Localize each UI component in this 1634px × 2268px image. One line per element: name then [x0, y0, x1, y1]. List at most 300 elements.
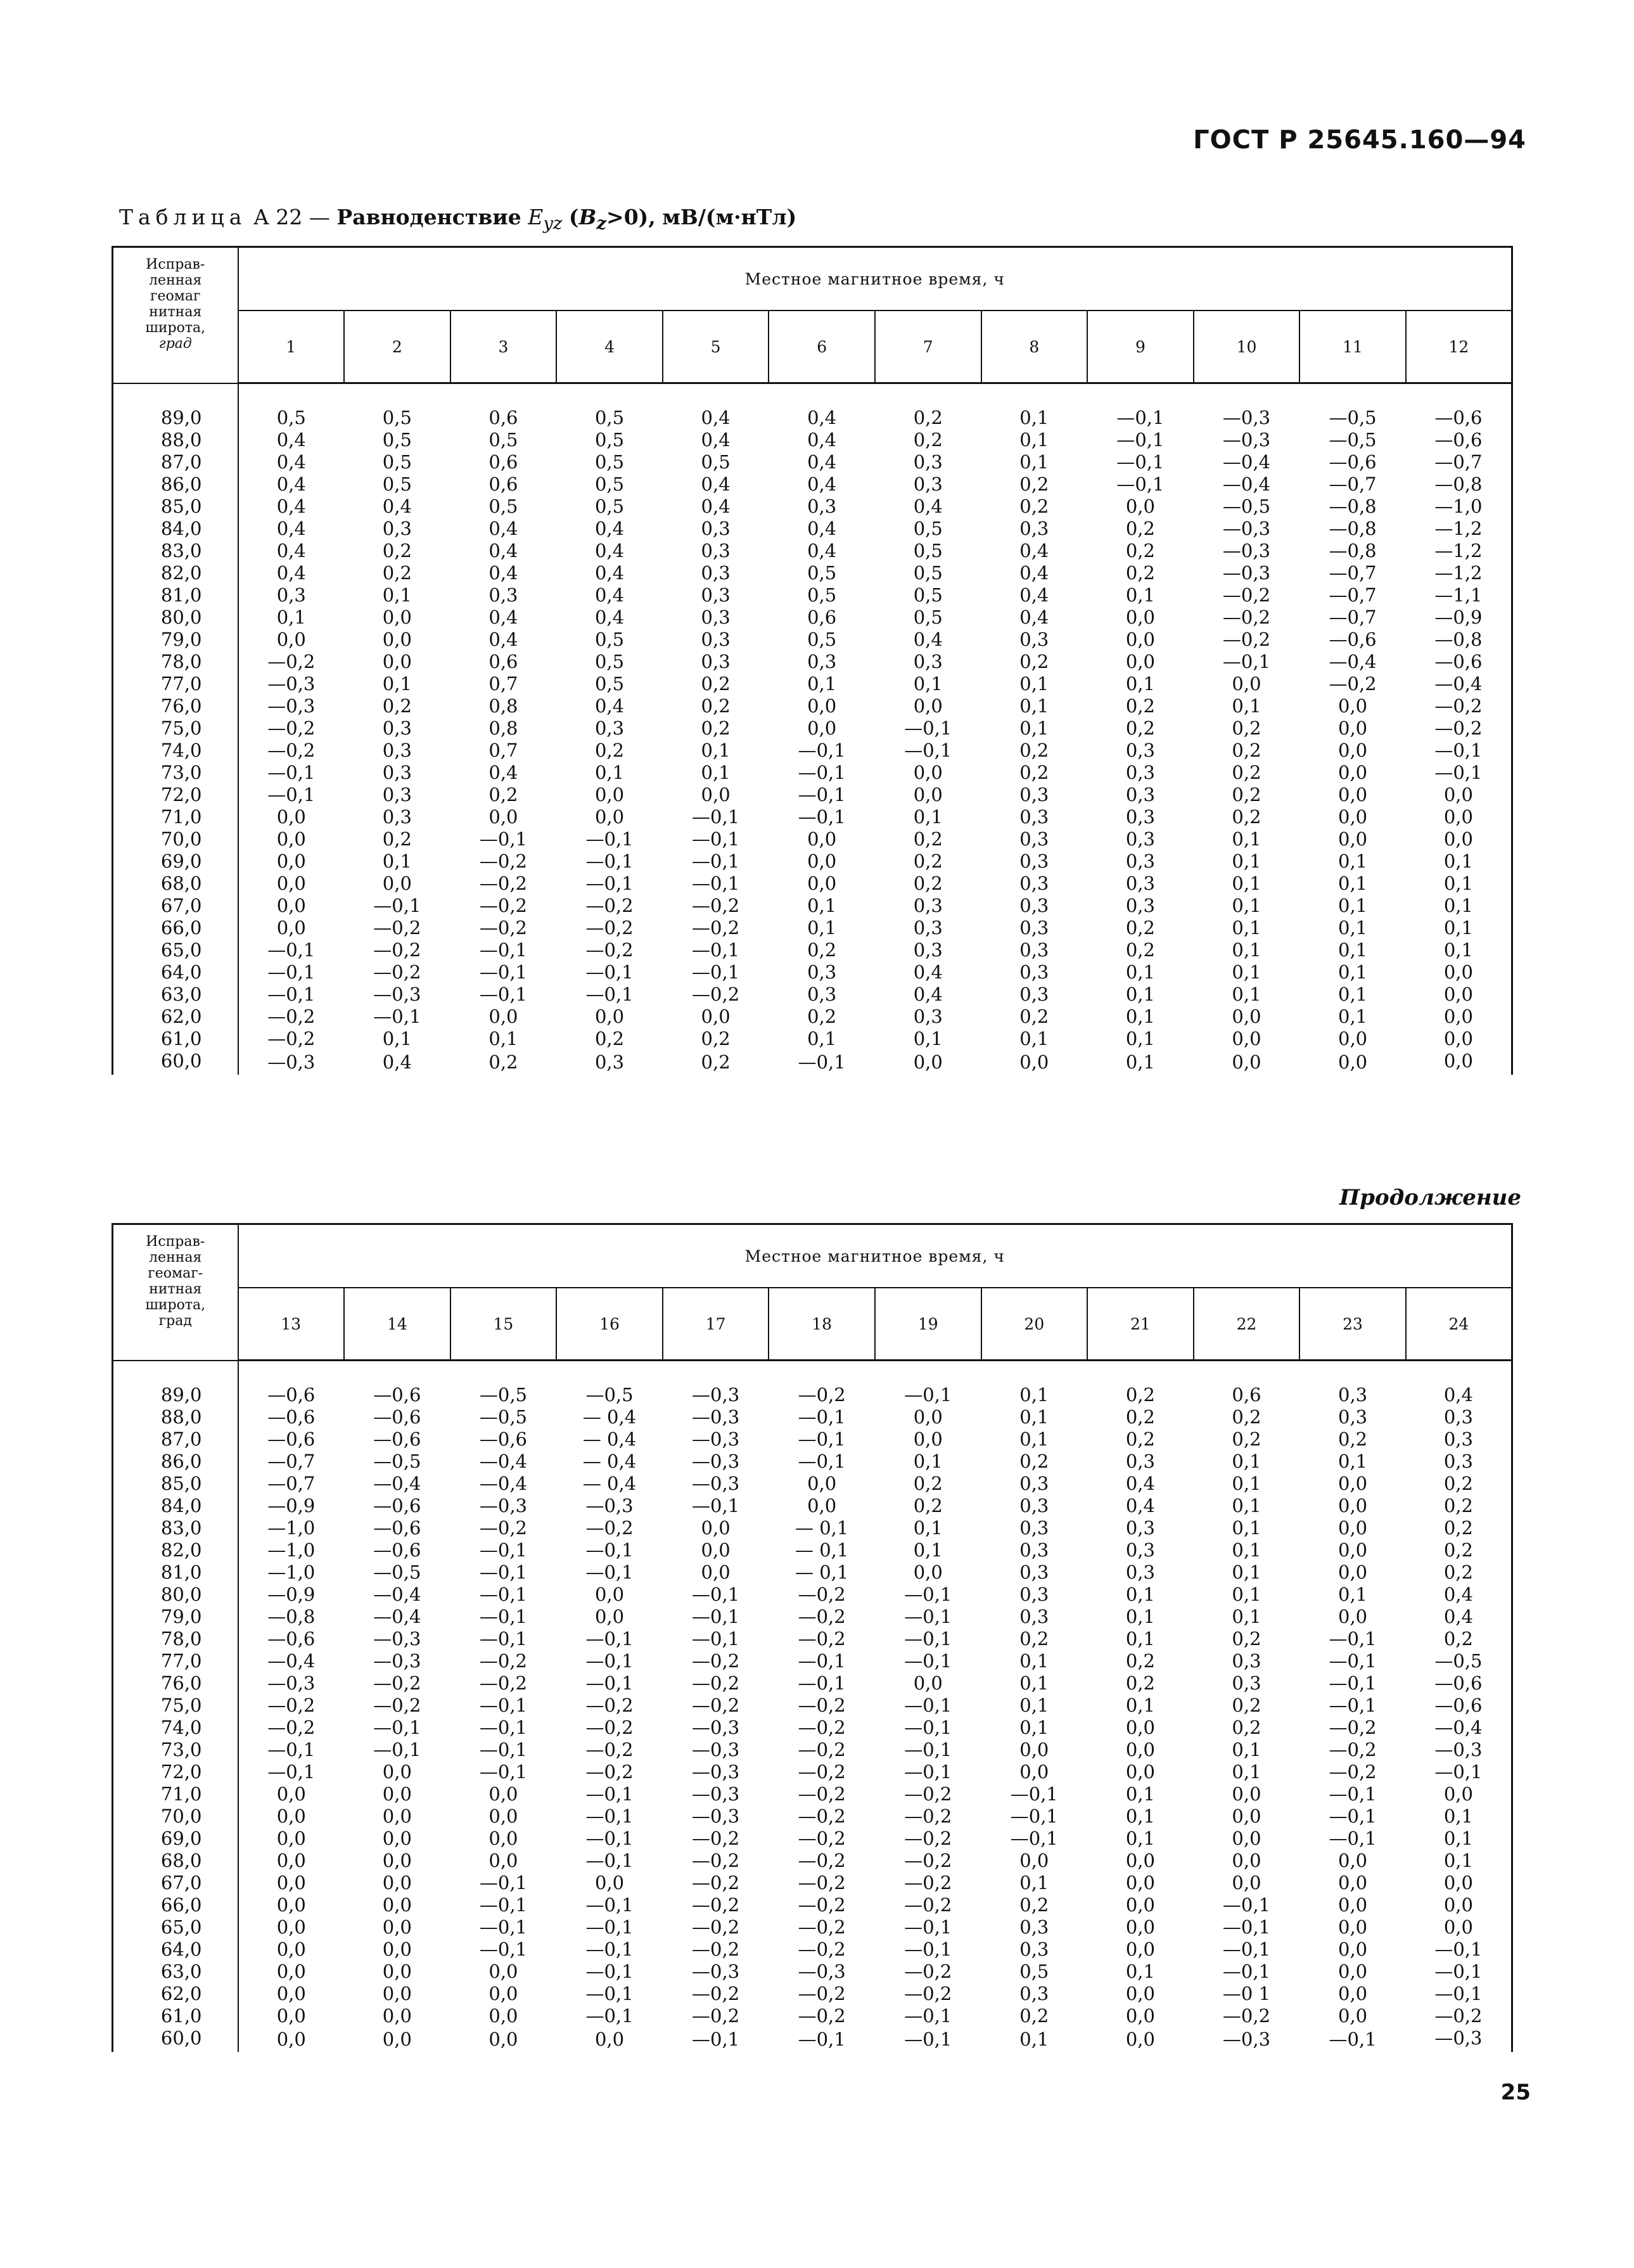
- value-cell: —0,4: [1222, 451, 1271, 473]
- value-cell: —0,2: [1329, 673, 1377, 695]
- value-cell: —0,8: [1406, 629, 1512, 651]
- value-cell: 0,0: [382, 1828, 412, 1849]
- value-cell: —0,1: [904, 1628, 952, 1650]
- value-cell: 0,2: [701, 695, 731, 717]
- value-cell: 0,1: [1232, 1539, 1261, 1561]
- value-cell: 0,2: [594, 1028, 625, 1049]
- value-cell: 0,2: [1019, 740, 1049, 761]
- value-cell: 0,1: [1125, 1783, 1155, 1805]
- value-cell: —0,1: [904, 1695, 952, 1716]
- value-cell: 0,1: [701, 740, 731, 761]
- hour-header-7: 7: [875, 311, 981, 383]
- latitude-cell: 68,0: [113, 1850, 238, 1872]
- value-cell: 0,3: [1125, 784, 1155, 805]
- table-row: [113, 1539, 1512, 1561]
- value-cell: 0,1: [1125, 1695, 1155, 1716]
- value-cell: —0,1: [692, 939, 740, 961]
- value-cell: 0,0: [913, 762, 943, 783]
- value-cell: —0,3: [267, 673, 316, 695]
- value-cell: —0,2: [1222, 606, 1271, 628]
- value-cell: 0,3: [382, 806, 412, 828]
- stub-line: Исправ-: [146, 257, 205, 272]
- stub-line: широта,: [145, 1297, 206, 1313]
- value-cell: —1,0: [267, 1561, 316, 1583]
- value-cell: 0,5: [488, 429, 518, 451]
- table-body: [113, 1361, 1512, 2053]
- value-cell: 0,3: [1019, 917, 1049, 939]
- value-cell: 0,3: [1125, 1451, 1155, 1472]
- value-cell: —0,2: [692, 1650, 740, 1672]
- value-cell: 0,0: [382, 1938, 412, 1960]
- value-cell: —0,6: [1329, 451, 1377, 473]
- table-row: [113, 1650, 1512, 1672]
- value-cell: —0,4: [373, 1473, 421, 1494]
- value-cell: —0,6: [373, 1428, 421, 1450]
- value-cell: 0,0: [1125, 1872, 1155, 1893]
- value-cell: 0,0: [1338, 740, 1368, 761]
- value-cell: —0,2: [479, 1517, 527, 1539]
- value-cell: 0,0: [913, 1672, 943, 1694]
- value-cell: 0,0: [701, 1539, 731, 1561]
- value-cell: 0,2: [913, 1473, 943, 1494]
- value-cell: 0,3: [1125, 762, 1155, 783]
- value-cell: 0,0: [1406, 1872, 1512, 1894]
- value-cell: 0,8: [488, 695, 518, 717]
- value-cell: 0,0: [807, 850, 837, 872]
- value-cell: 0,0: [594, 784, 625, 805]
- value-cell: 0,0: [1338, 717, 1368, 739]
- value-cell: 0,0: [382, 1850, 412, 1871]
- value-cell: —0,2: [1329, 1761, 1377, 1783]
- value-cell: 0,1: [1232, 939, 1261, 961]
- value-cell: —0,2: [373, 939, 421, 961]
- table-caption: [119, 205, 796, 234]
- value-cell: 0,2: [1019, 2005, 1049, 2027]
- value-cell: 0,2: [1125, 1650, 1155, 1672]
- value-cell: —0,2: [798, 1695, 846, 1716]
- value-cell: 0,0: [276, 1850, 306, 1871]
- value-cell: 0,0: [276, 1872, 306, 1893]
- value-cell: 0,0: [1232, 1828, 1261, 1849]
- value-cell: 0,1: [1338, 961, 1368, 983]
- value-cell: —0,2: [1406, 717, 1512, 740]
- value-cell: 0,6: [1232, 1384, 1261, 1406]
- value-cell: 0,2: [1406, 1517, 1512, 1539]
- value-cell: 0,3: [1125, 895, 1155, 916]
- value-cell: 0,0: [913, 1406, 943, 1428]
- value-cell: 0,0: [1232, 673, 1261, 695]
- value-cell: —0,1: [692, 806, 740, 828]
- value-cell: 0,4: [701, 407, 731, 428]
- value-cell: —0,3: [1222, 2028, 1271, 2050]
- stub-line: нитная: [149, 1281, 202, 1297]
- value-cell: —0,1: [1010, 1828, 1058, 1849]
- value-cell: —0,3: [1222, 518, 1271, 539]
- value-cell: 0,5: [594, 429, 625, 451]
- table-row: [113, 1938, 1512, 1961]
- continuation-label: Продолжение: [1339, 1185, 1521, 1210]
- value-cell: 0,2: [1125, 1406, 1155, 1428]
- value-cell: 0,3: [807, 651, 837, 672]
- value-cell: —0,6: [267, 1628, 316, 1650]
- hour-header-20: 20: [981, 1288, 1088, 1361]
- latitude-cell: 63,0: [113, 1961, 238, 1983]
- value-cell: —0,3: [1222, 540, 1271, 561]
- value-cell: —0,8: [1329, 540, 1377, 561]
- value-cell: 0,5: [807, 562, 837, 584]
- value-cell: 0,0: [1125, 1916, 1155, 1938]
- hour-header-row: [113, 1288, 1512, 1361]
- value-cell: —0,8: [267, 1606, 316, 1627]
- value-cell: —0,1: [904, 1606, 952, 1627]
- value-cell: 0,0: [1338, 2005, 1368, 2027]
- table-row: [113, 1961, 1512, 1983]
- value-cell: 0,5: [382, 473, 412, 495]
- value-cell: —0,3: [373, 1628, 421, 1650]
- value-cell: 0,2: [1019, 1451, 1049, 1472]
- value-cell: 0,2: [701, 1051, 731, 1073]
- value-cell: —0,6: [373, 1539, 421, 1561]
- value-cell: —0,1: [1329, 1628, 1377, 1650]
- latitude-cell: 67,0: [113, 895, 238, 917]
- value-cell: —0,8: [1406, 473, 1512, 496]
- value-cell: —0,6: [1406, 429, 1512, 451]
- value-cell: —0,1: [585, 850, 634, 872]
- value-cell: 0,4: [807, 473, 837, 495]
- value-cell: 0,0: [488, 1850, 518, 1871]
- value-cell: — 0,4: [582, 1473, 637, 1494]
- value-cell: 0,5: [594, 473, 625, 495]
- value-cell: 0,0: [1338, 806, 1368, 828]
- value-cell: 0,1: [1019, 1428, 1049, 1450]
- value-cell: 0,1: [807, 1028, 837, 1049]
- value-cell: —0,1: [904, 2005, 952, 2027]
- value-cell: 0,2: [1232, 1406, 1261, 1428]
- value-cell: 0,1: [488, 1028, 518, 1049]
- value-cell: 0,1: [1338, 873, 1368, 894]
- value-cell: 0,4: [276, 429, 306, 451]
- value-cell: —0,1: [267, 762, 316, 783]
- value-cell: —0,1: [1222, 1894, 1271, 1916]
- value-cell: —0,7: [267, 1473, 316, 1494]
- local-time-group-header: Местное магнитное время, ч: [238, 1224, 1512, 1288]
- latitude-cell: 69,0: [113, 850, 238, 873]
- latitude-cell: 64,0: [113, 1938, 238, 1961]
- table-row: [113, 983, 1512, 1006]
- latitude-cell: 73,0: [113, 762, 238, 784]
- value-cell: —0,2: [267, 651, 316, 672]
- value-cell: —0,1: [585, 1805, 634, 1827]
- value-cell: —0,3: [479, 1495, 527, 1516]
- value-cell: —0,3: [692, 1384, 740, 1406]
- value-cell: —1,2: [1406, 562, 1512, 584]
- value-cell: 0,3: [382, 717, 412, 739]
- latitude-cell: 89,0: [113, 1361, 238, 1407]
- value-cell: —1,2: [1406, 540, 1512, 562]
- latitude-cell: 65,0: [113, 939, 238, 961]
- value-cell: 0,3: [1406, 1428, 1512, 1451]
- value-cell: —0,1: [585, 1983, 634, 2004]
- value-cell: 0,0: [1338, 762, 1368, 783]
- value-cell: 0,1: [913, 1517, 943, 1539]
- latitude-cell: 63,0: [113, 983, 238, 1006]
- value-cell: 0,1: [1232, 1606, 1261, 1627]
- value-cell: —0,2: [1222, 629, 1271, 650]
- value-cell: 0,4: [382, 1051, 412, 1073]
- value-cell: 0,4: [488, 629, 518, 650]
- hour-header-17: 17: [663, 1288, 769, 1361]
- value-cell: 0,1: [1125, 1805, 1155, 1827]
- value-cell: 0,2: [701, 717, 731, 739]
- latitude-cell: 62,0: [113, 1983, 238, 2005]
- value-cell: —0,1: [692, 873, 740, 894]
- value-cell: 0,1: [1232, 1495, 1261, 1516]
- value-cell: —0,1: [585, 1628, 634, 1650]
- value-cell: —0,3: [1222, 562, 1271, 584]
- hour-header-8: 8: [981, 311, 1088, 383]
- value-cell: —0,2: [479, 917, 527, 939]
- value-cell: 0,5: [913, 584, 943, 606]
- value-cell: 0,1: [913, 673, 943, 695]
- value-cell: 0,4: [488, 540, 518, 561]
- value-cell: 0,2: [1125, 518, 1155, 539]
- value-cell: 0,0: [1125, 629, 1155, 650]
- value-cell: 0,1: [1406, 1850, 1512, 1872]
- value-cell: 0,2: [1019, 496, 1049, 517]
- value-cell: 0,0: [594, 806, 625, 828]
- value-cell: —0,3: [1406, 2027, 1512, 2052]
- value-cell: —0,4: [1329, 651, 1377, 672]
- value-cell: 0,5: [488, 496, 518, 517]
- value-cell: 0,1: [1019, 1406, 1049, 1428]
- value-cell: 0,2: [1019, 473, 1049, 495]
- value-cell: 0,0: [1125, 1717, 1155, 1738]
- value-cell: —0,1: [1010, 1783, 1058, 1805]
- value-cell: 0,0: [1232, 1028, 1261, 1049]
- value-cell: 0,0: [1338, 1517, 1368, 1539]
- value-cell: —0,2: [904, 1894, 952, 1916]
- value-cell: 0,2: [1406, 1495, 1512, 1517]
- value-cell: 0,2: [807, 939, 837, 961]
- value-cell: 0,0: [382, 1961, 412, 1982]
- value-cell: 0,1: [1019, 407, 1049, 428]
- value-cell: 0,3: [913, 895, 943, 916]
- value-cell: 0,3: [1125, 740, 1155, 761]
- table-row: [113, 961, 1512, 983]
- value-cell: —0,1: [479, 1584, 527, 1605]
- value-cell: —0,1: [585, 961, 634, 983]
- value-cell: —0,3: [267, 1051, 316, 1073]
- latitude-cell: 81,0: [113, 1561, 238, 1584]
- hour-header-1: 1: [238, 311, 345, 383]
- value-cell: 0,0: [488, 806, 518, 828]
- hour-header-23: 23: [1299, 1288, 1406, 1361]
- value-cell: 0,4: [488, 606, 518, 628]
- value-cell: 0,4: [913, 961, 943, 983]
- value-cell: —0,2: [1329, 1717, 1377, 1738]
- value-cell: 0,4: [701, 429, 731, 451]
- value-cell: —0,1: [267, 1761, 316, 1783]
- hour-header-4: 4: [556, 311, 663, 383]
- value-cell: 0,4: [807, 429, 837, 451]
- value-cell: —0,2: [373, 1695, 421, 1716]
- value-cell: 0,2: [1232, 784, 1261, 805]
- value-cell: —0,1: [692, 1606, 740, 1627]
- value-cell: —0,2: [904, 1805, 952, 1827]
- value-cell: 0,0: [1125, 1894, 1155, 1916]
- value-cell: —0,6: [1329, 629, 1377, 650]
- value-cell: 0,4: [594, 606, 625, 628]
- value-cell: —0,1: [479, 1717, 527, 1738]
- value-cell: 0,1: [1232, 895, 1261, 916]
- value-cell: —0,1: [585, 1672, 634, 1694]
- value-cell: 0,0: [488, 1805, 518, 1827]
- value-cell: 0,0: [1019, 1761, 1049, 1783]
- value-cell: 0,3: [1338, 1384, 1368, 1406]
- value-cell: —0,3: [1222, 429, 1271, 451]
- value-cell: 0,0: [276, 895, 306, 916]
- value-cell: 0,1: [276, 606, 306, 628]
- value-cell: 0,4: [488, 562, 518, 584]
- value-cell: —0,1: [1329, 1783, 1377, 1805]
- value-cell: —0,3: [692, 1406, 740, 1428]
- value-cell: —1,1: [1406, 584, 1512, 606]
- value-cell: —0,1: [373, 895, 421, 916]
- value-cell: 0,0: [1125, 1850, 1155, 1871]
- value-cell: —0,2: [798, 1872, 846, 1893]
- value-cell: 0,3: [1019, 1539, 1049, 1561]
- hour-header-18: 18: [769, 1288, 875, 1361]
- value-cell: —0,1: [479, 1894, 527, 1916]
- value-cell: 0,0: [488, 2028, 518, 2050]
- value-cell: —0,2: [798, 1783, 846, 1805]
- value-cell: —0,2: [585, 1695, 634, 1716]
- value-cell: —0,1: [692, 1628, 740, 1650]
- value-cell: —0,2: [904, 1983, 952, 2004]
- value-cell: 0,6: [807, 606, 837, 628]
- value-cell: 0,0: [1232, 1872, 1261, 1893]
- latitude-cell: 87,0: [113, 1428, 238, 1451]
- table-row: [113, 740, 1512, 762]
- value-cell: 0,0: [1232, 1805, 1261, 1827]
- value-cell: 0,0: [382, 1805, 412, 1827]
- value-cell: 0,5: [276, 407, 306, 428]
- table-row: [113, 383, 1512, 430]
- latitude-cell: 83,0: [113, 1517, 238, 1539]
- value-cell: —0,3: [692, 1717, 740, 1738]
- value-cell: 0,1: [1019, 429, 1049, 451]
- latitude-cell: 75,0: [113, 717, 238, 740]
- value-cell: 0,2: [1232, 1695, 1261, 1716]
- table-row: [113, 762, 1512, 784]
- value-cell: 0,3: [1019, 850, 1049, 872]
- value-cell: 0,4: [1125, 1473, 1155, 1494]
- value-cell: 0,1: [913, 1028, 943, 1049]
- value-cell: 0,5: [913, 518, 943, 539]
- value-cell: —0,3: [692, 1783, 740, 1805]
- value-cell: —0,6: [373, 1495, 421, 1516]
- caption-symbol: [528, 205, 563, 234]
- latitude-cell: 71,0: [113, 806, 238, 828]
- latitude-cell: 71,0: [113, 1783, 238, 1805]
- value-cell: 0,1: [1125, 1606, 1155, 1627]
- value-cell: 0,4: [594, 695, 625, 717]
- value-cell: 0,4: [807, 407, 837, 428]
- value-cell: 0,0: [276, 1961, 306, 1982]
- value-cell: —0,2: [904, 1850, 952, 1871]
- value-cell: 0,3: [1125, 1561, 1155, 1583]
- value-cell: —1,2: [1406, 518, 1512, 540]
- value-cell: 0,0: [701, 1006, 731, 1027]
- latitude-cell: 78,0: [113, 651, 238, 673]
- value-cell: 0,0: [1232, 1850, 1261, 1871]
- value-cell: 0,0: [1232, 1051, 1261, 1073]
- value-cell: —0,2: [479, 1650, 527, 1672]
- table-row: [113, 1761, 1512, 1783]
- value-cell: 0,0: [276, 850, 306, 872]
- value-cell: 0,0: [1338, 1938, 1368, 1960]
- value-cell: —0,5: [479, 1384, 527, 1406]
- value-cell: —0,5: [373, 1561, 421, 1583]
- latitude-cell: 60,0: [113, 1050, 238, 1075]
- value-cell: 0,4: [1406, 1361, 1512, 1407]
- value-cell: —0,2: [1329, 1739, 1377, 1760]
- value-cell: —0,2: [692, 1894, 740, 1916]
- value-cell: —0,1: [585, 2005, 634, 2027]
- value-cell: —0,1: [904, 2028, 952, 2050]
- table-row: [113, 496, 1512, 518]
- value-cell: 0,2: [1019, 651, 1049, 672]
- hour-header-11: 11: [1299, 311, 1406, 383]
- value-cell: 0,2: [807, 1006, 837, 1027]
- hour-header-16: 16: [556, 1288, 663, 1361]
- value-cell: 0,0: [1338, 1850, 1368, 1871]
- table-row: [113, 873, 1512, 895]
- stub-line: нитная: [149, 304, 202, 320]
- value-cell: 0,3: [382, 762, 412, 783]
- value-cell: —0,1: [373, 1006, 421, 1027]
- value-cell: —0,2: [479, 895, 527, 916]
- table-row: [113, 695, 1512, 717]
- value-cell: 0,4: [913, 629, 943, 650]
- value-cell: —0,1: [585, 1828, 634, 1849]
- value-cell: —0,9: [1406, 606, 1512, 629]
- value-cell: 0,0: [1125, 496, 1155, 517]
- value-cell: —0,1: [692, 961, 740, 983]
- value-cell: —0,1: [1010, 1805, 1058, 1827]
- table-row: [113, 1473, 1512, 1495]
- value-cell: —0,2: [798, 1916, 846, 1938]
- value-cell: —0,1: [692, 2028, 740, 2050]
- table-row: [113, 1451, 1512, 1473]
- value-cell: —0,1: [267, 939, 316, 961]
- value-cell: 0,2: [913, 873, 943, 894]
- value-cell: —0,3: [692, 1805, 740, 1827]
- value-cell: 0,0: [1338, 1606, 1368, 1627]
- value-cell: 0,0: [382, 606, 412, 628]
- value-cell: 0,0: [382, 873, 412, 894]
- value-cell: —0,2: [692, 1938, 740, 1960]
- table-row: [113, 939, 1512, 961]
- table-row: [113, 584, 1512, 606]
- caption-condition-open: (: [568, 205, 579, 229]
- value-cell: —0,5: [1406, 1650, 1512, 1672]
- value-cell: 0,0: [701, 784, 731, 805]
- value-cell: 0,0: [276, 873, 306, 894]
- value-cell: —0,1: [479, 1695, 527, 1716]
- value-cell: 0,1: [1232, 961, 1261, 983]
- value-cell: 0,5: [594, 407, 625, 428]
